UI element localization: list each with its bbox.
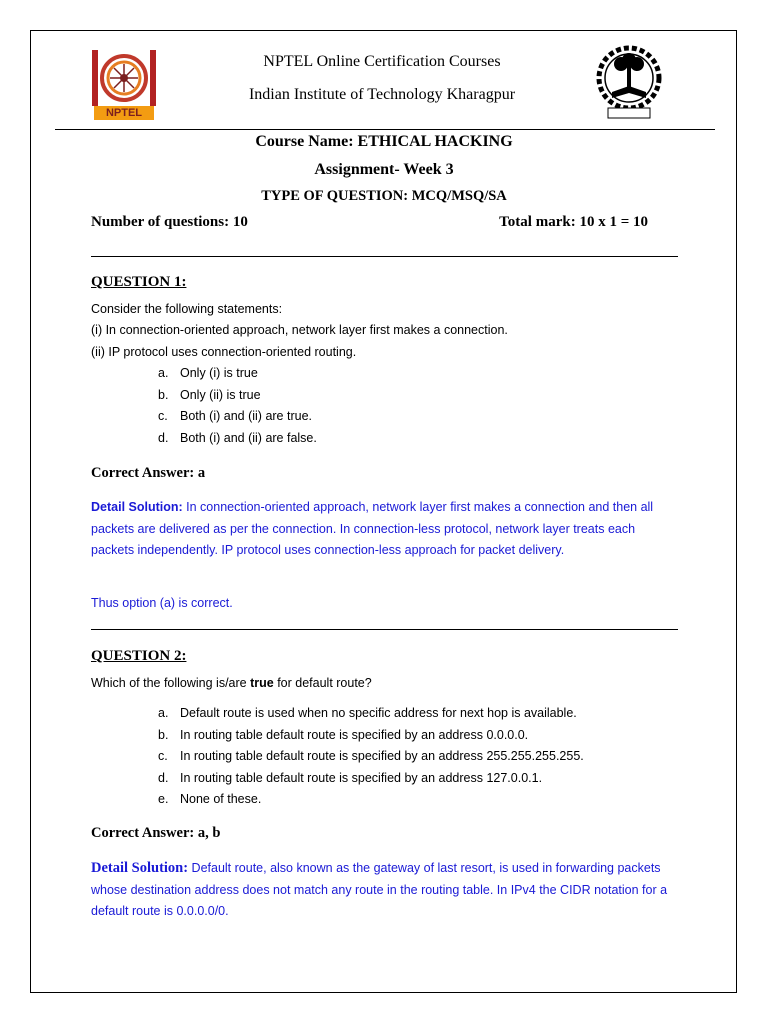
solution-text: Default route, also known as the gateway of last resort, is used in forwarding packets whose destination address does not match any route in the routing table. In IPv4 the CIDR notation for a default route is 0.0.0.0/0. [91, 861, 668, 918]
option-letter: d. [158, 431, 169, 445]
option-text: Both (i) and (ii) are false. [180, 431, 317, 445]
question-type: TYPE OF QUESTION: MCQ/MSQ/SA [261, 188, 507, 204]
header-org-line: NPTEL Online Certification Courses [263, 53, 501, 70]
option-text: Both (i) and (ii) are true. [180, 409, 312, 423]
question-1-option [158, 366, 258, 380]
question-1-heading: QUESTION 1: [91, 274, 187, 290]
number-of-questions [91, 214, 248, 231]
option-text: In routing table default route is specified by an address 127.0.0.1. [180, 771, 543, 785]
section-separator [91, 629, 678, 630]
question-2-option [158, 728, 528, 742]
question-1-option [158, 388, 261, 402]
question-2-option [158, 792, 261, 806]
header-institute-line: Indian Institute of Technology Kharagpur [248, 86, 516, 103]
question-1-detail-solution [91, 497, 681, 562]
option-letter: a. [158, 366, 169, 380]
iit-kharagpur-logo [594, 42, 664, 122]
solution-label: Detail Solution: [91, 500, 183, 514]
option-letter: d. [158, 771, 169, 785]
question-1-stem-line-3: (ii) IP protocol uses connection-oriented routing. [91, 345, 357, 359]
question-1-solution-conclusion: Thus option (a) is correct. [91, 596, 233, 610]
question-1-correct-answer: Correct Answer: a [91, 465, 206, 481]
question-1-stem-line-2: (i) In connection-oriented approach, network layer first makes a connection. [91, 323, 508, 337]
question-2-detail-solution [91, 858, 681, 923]
nptel-logo-text: NPTEL [105, 107, 143, 119]
option-letter: e. [158, 792, 169, 806]
option-letter: b. [158, 728, 169, 742]
num-questions-label: Number of questions [91, 214, 225, 230]
question-2-option [158, 749, 584, 763]
num-questions-value: : 10 [224, 214, 248, 230]
nptel-logo [90, 48, 158, 122]
question-2-option [158, 706, 577, 720]
question-2-correct-answer: Correct Answer: a, b [91, 825, 221, 841]
iit-logo-graphic [594, 42, 664, 122]
header-divider [55, 129, 715, 130]
question-1-stem-line-1: Consider the following statements: [91, 302, 283, 316]
option-letter: a. [158, 706, 169, 720]
option-letter: c. [158, 409, 168, 423]
option-letter: b. [158, 388, 169, 402]
option-text: None of these. [180, 792, 262, 806]
solution-text: In connection-oriented approach, network layer first makes a connection and then all packets are delivered as per the connection. In connection-less protocol, network layer treats each packets independently. IP protocol uses connection-less approach for packet delivery. [91, 500, 654, 557]
option-text: Default route is used when no specific address for next hop is available. [180, 706, 577, 720]
question-1-option [158, 431, 317, 445]
option-text: Only (ii) is true [180, 388, 261, 402]
question-2-stem [91, 676, 372, 690]
option-letter: c. [158, 749, 168, 763]
question-1-option [158, 409, 312, 423]
question-2-heading: QUESTION 2: [91, 648, 187, 664]
section-separator [91, 256, 678, 257]
assignment-title: Assignment- Week 3 [314, 161, 454, 178]
option-text: In routing table default route is specified by an address 0.0.0.0. [180, 728, 529, 742]
total-mark: Total mark: 10 x 1 = 10 [499, 214, 648, 230]
course-name: Course Name: ETHICAL HACKING [255, 133, 513, 150]
question-2-option [158, 771, 542, 785]
stem-text: Which of the following is/are [91, 676, 251, 690]
stem-emphasis: true [250, 676, 274, 690]
stem-text: for default route? [273, 676, 372, 690]
option-text: Only (i) is true [180, 366, 258, 380]
solution-label: Detail Solution: [91, 860, 189, 876]
option-text: In routing table default route is specified by an address 255.255.255.255. [180, 749, 584, 763]
